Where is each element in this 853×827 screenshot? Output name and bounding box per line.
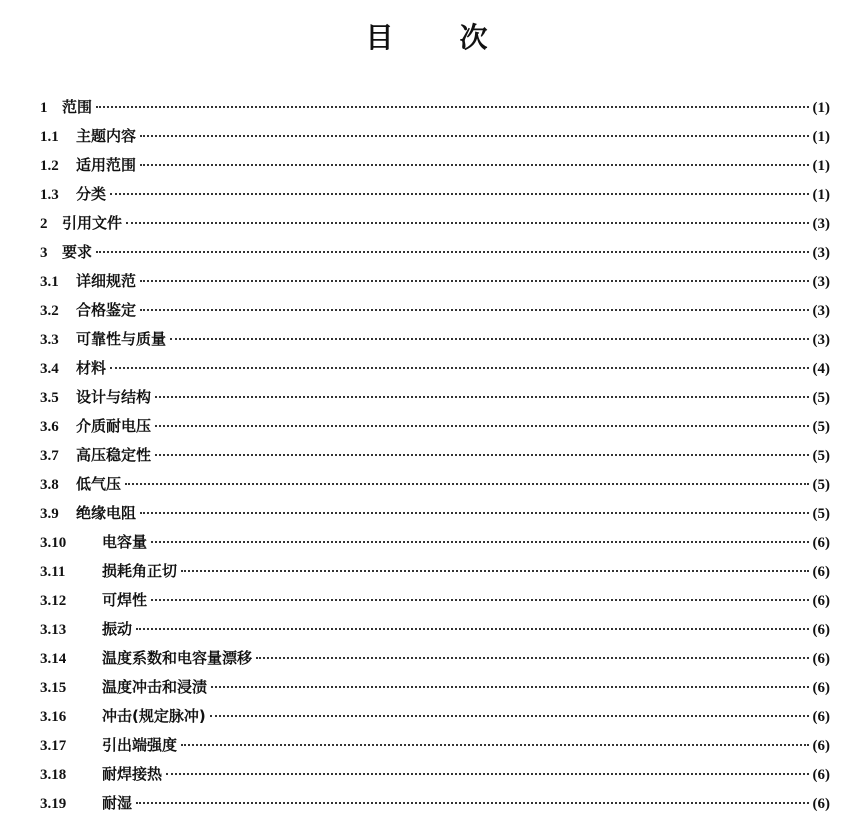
toc-entry[interactable] <box>40 502 830 531</box>
toc-entry-number: 3.9 <box>40 506 59 522</box>
toc-leader-dots <box>211 686 808 688</box>
toc-entry-title: 范围 <box>62 98 93 116</box>
toc-entry-number: 3.13 <box>40 622 67 638</box>
toc-entry-page: (5) <box>812 448 830 464</box>
toc-entry[interactable] <box>40 125 830 154</box>
toc-entry[interactable] <box>40 328 830 357</box>
toc-entry-title: 可靠性与质量 <box>76 330 167 348</box>
title-char-2: 次 <box>459 21 488 54</box>
page-title <box>0 16 853 56</box>
toc-entry-page: (6) <box>812 738 830 754</box>
toc-leader-dots <box>151 541 808 543</box>
toc-entry-title: 低气压 <box>76 475 122 493</box>
toc-leader-dots <box>140 135 808 137</box>
toc-entry-page: (5) <box>812 506 830 522</box>
toc-entry-page: (5) <box>812 477 830 493</box>
toc-entry[interactable] <box>40 444 830 473</box>
toc-entry-title: 分类 <box>76 185 107 203</box>
toc-entry[interactable] <box>40 241 830 270</box>
toc-entry[interactable] <box>40 386 830 415</box>
toc-entry-page: (6) <box>812 767 830 783</box>
toc-entry-title: 耐焊接热 <box>102 765 163 783</box>
toc-entry[interactable] <box>40 415 830 444</box>
toc-entry[interactable] <box>40 792 830 821</box>
toc-entry-number: 1 <box>40 100 48 116</box>
toc-entry-title: 引出端强度 <box>102 736 178 754</box>
toc-entry[interactable] <box>40 589 830 618</box>
toc-leader-dots <box>110 367 808 369</box>
toc-leader-dots <box>151 599 808 601</box>
toc-entry-title: 高压稳定性 <box>76 446 152 464</box>
toc-entry[interactable] <box>40 96 830 125</box>
toc-entry-title: 冲击(规定脉冲) <box>102 707 206 725</box>
toc-entry-number: 3.3 <box>40 332 59 348</box>
toc-leader-dots <box>155 425 808 427</box>
toc-entry-title: 合格鉴定 <box>76 301 137 319</box>
toc-leader-dots <box>256 657 808 659</box>
toc-entry-page: (1) <box>812 187 830 203</box>
toc-entry-title: 振动 <box>102 620 133 638</box>
toc-entry[interactable] <box>40 763 830 792</box>
toc-entry[interactable] <box>40 676 830 705</box>
table-of-contents <box>40 96 830 821</box>
toc-entry-number: 3.14 <box>40 651 67 667</box>
toc-entry-title: 可焊性 <box>102 591 148 609</box>
toc-entry-title: 材料 <box>76 359 107 377</box>
toc-entry-page: (3) <box>812 245 830 261</box>
toc-entry-page: (5) <box>812 390 830 406</box>
toc-leader-dots <box>136 628 808 630</box>
toc-leader-dots <box>155 396 808 398</box>
toc-entry[interactable] <box>40 705 830 734</box>
toc-entry-number: 3 <box>40 245 48 261</box>
toc-entry-number: 3.7 <box>40 448 59 464</box>
toc-entry-page: (3) <box>812 216 830 232</box>
toc-entry[interactable] <box>40 560 830 589</box>
toc-entry-number: 3.10 <box>40 535 67 551</box>
toc-entry-number: 3.5 <box>40 390 59 406</box>
toc-leader-dots <box>126 222 808 224</box>
toc-entry-title: 绝缘电阻 <box>76 504 137 522</box>
toc-entry[interactable] <box>40 270 830 299</box>
toc-entry-page: (6) <box>812 796 830 812</box>
toc-entry-page: (5) <box>812 419 830 435</box>
toc-entry-page: (6) <box>812 680 830 696</box>
toc-entry-page: (6) <box>812 593 830 609</box>
toc-entry-number: 3.17 <box>40 738 67 754</box>
toc-leader-dots <box>96 251 808 253</box>
toc-entry-title: 电容量 <box>102 533 148 551</box>
toc-entry-page: (3) <box>812 274 830 290</box>
toc-entry-title: 温度系数和电容量漂移 <box>102 649 253 667</box>
toc-leader-dots <box>140 164 808 166</box>
toc-entry-number: 3.8 <box>40 477 59 493</box>
toc-leader-dots <box>140 280 808 282</box>
toc-entry-number: 1.2 <box>40 158 59 174</box>
toc-entry-number: 3.12 <box>40 593 67 609</box>
toc-entry-number: 3.18 <box>40 767 67 783</box>
toc-entry[interactable] <box>40 299 830 328</box>
toc-leader-dots <box>125 483 808 485</box>
toc-leader-dots <box>136 802 808 804</box>
toc-entry-title: 温度冲击和浸渍 <box>102 678 208 696</box>
toc-entry-title: 详细规范 <box>76 272 137 290</box>
title-char-1: 目 <box>365 21 394 54</box>
toc-leader-dots <box>140 309 808 311</box>
toc-leader-dots <box>110 193 808 195</box>
toc-entry-title: 损耗角正切 <box>102 562 178 580</box>
toc-entry-number: 3.2 <box>40 303 59 319</box>
toc-entry-title: 适用范围 <box>76 156 137 174</box>
toc-leader-dots <box>96 106 808 108</box>
toc-entry-page: (6) <box>812 564 830 580</box>
toc-entry[interactable] <box>40 154 830 183</box>
toc-entry[interactable] <box>40 473 830 502</box>
toc-entry-page: (1) <box>812 129 830 145</box>
toc-entry-page: (6) <box>812 622 830 638</box>
toc-entry-title: 耐湿 <box>102 794 133 812</box>
toc-entry-number: 3.11 <box>40 564 66 580</box>
toc-entry-number: 3.6 <box>40 419 59 435</box>
toc-entry-page: (6) <box>812 535 830 551</box>
toc-entry-number: 1.1 <box>40 129 59 145</box>
toc-leader-dots <box>166 773 808 775</box>
toc-entry[interactable] <box>40 647 830 676</box>
toc-leader-dots <box>210 715 809 717</box>
toc-entry[interactable] <box>40 183 830 212</box>
toc-leader-dots <box>170 338 808 340</box>
toc-entry-page: (4) <box>812 361 830 377</box>
toc-entry-page: (1) <box>812 158 830 174</box>
toc-entry-page: (6) <box>812 651 830 667</box>
toc-entry-title: 引用文件 <box>62 214 123 232</box>
toc-entry[interactable] <box>40 618 830 647</box>
toc-entry[interactable] <box>40 212 830 241</box>
toc-entry-title: 要求 <box>62 243 93 261</box>
toc-entry-page: (6) <box>812 709 830 725</box>
toc-entry-page: (1) <box>812 100 830 116</box>
toc-entry[interactable] <box>40 357 830 386</box>
toc-entry-title: 介质耐电压 <box>76 417 152 435</box>
toc-entry-number: 3.19 <box>40 796 67 812</box>
toc-entry-number: 2 <box>40 216 48 232</box>
toc-entry-number: 3.4 <box>40 361 59 377</box>
toc-entry[interactable] <box>40 734 830 763</box>
toc-entry-title: 主题内容 <box>76 127 137 145</box>
toc-entry-number: 3.15 <box>40 680 67 696</box>
toc-entry-page: (3) <box>812 332 830 348</box>
toc-entry[interactable] <box>40 531 830 560</box>
toc-entry-title: 设计与结构 <box>76 388 152 406</box>
toc-entry-number: 1.3 <box>40 187 59 203</box>
toc-entry-number: 3.1 <box>40 274 59 290</box>
toc-leader-dots <box>155 454 808 456</box>
toc-leader-dots <box>181 570 808 572</box>
toc-leader-dots <box>140 512 808 514</box>
toc-entry-page: (3) <box>812 303 830 319</box>
toc-leader-dots <box>181 744 808 746</box>
toc-entry-number: 3.16 <box>40 709 67 725</box>
